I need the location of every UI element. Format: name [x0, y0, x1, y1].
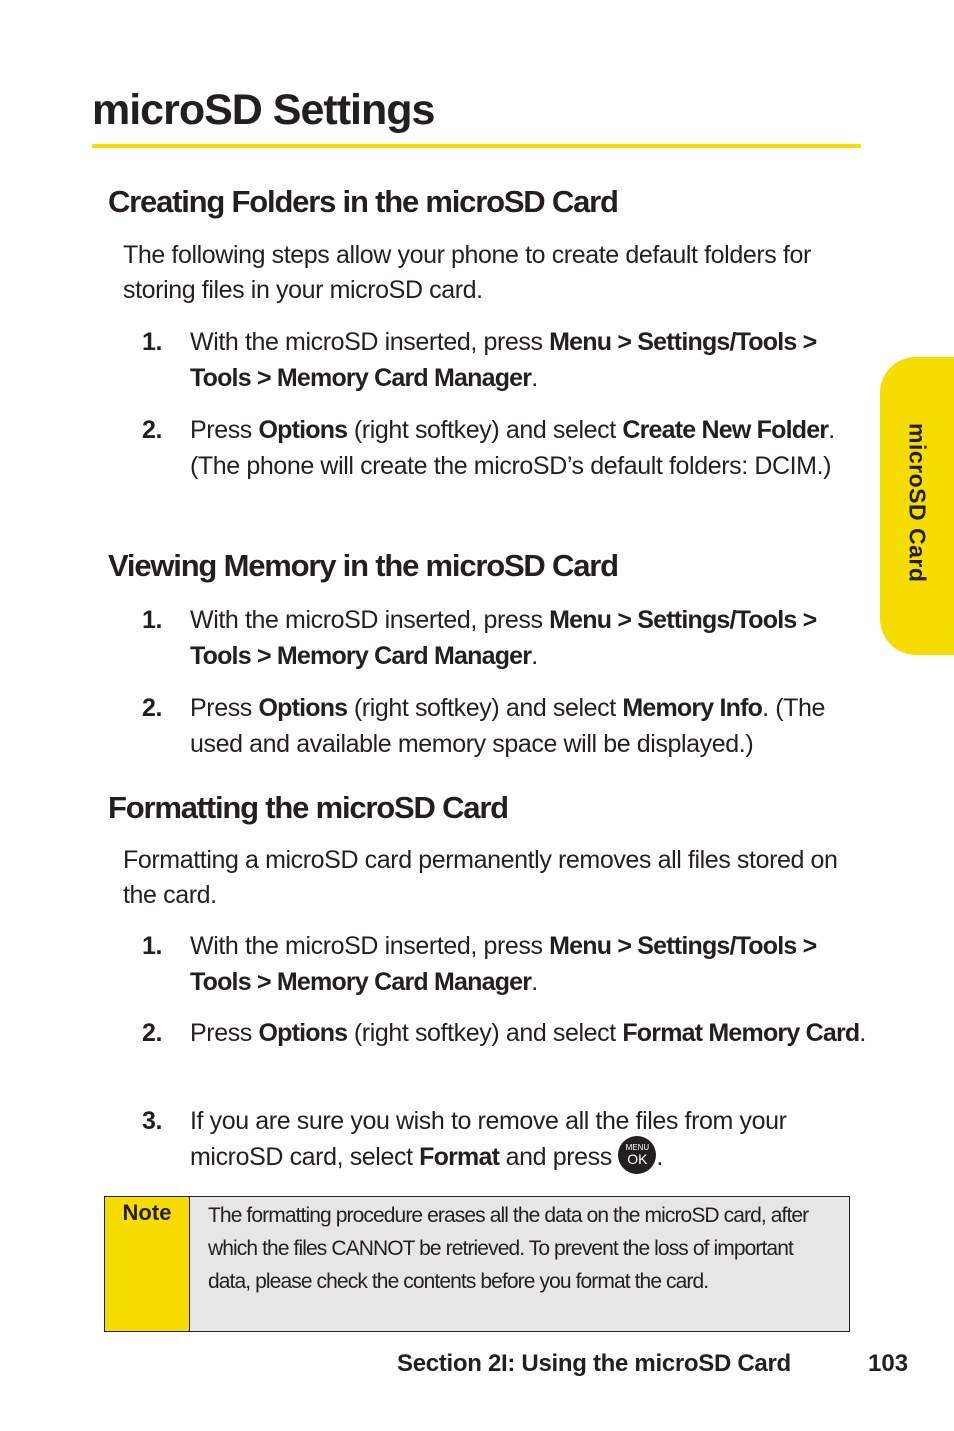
softkey-name: Options [258, 1019, 348, 1047]
footer-section-title: Section 2I: Using the microSD Card [397, 1350, 791, 1377]
step-formatting-1: 1. With the microSD inserted, press Menu > Settings/Tools > Tools > Memory Card Manager. [142, 928, 867, 1000]
option-name: Format Memory Card [622, 1019, 860, 1047]
step-number: 1. [142, 932, 163, 960]
page-title: microSD Settings [92, 86, 435, 134]
step-creating-2: 2. Press Options (right softkey) and select Create New Folder. (The phone will create the microSD’s default folders: DCIM.) [142, 412, 867, 484]
step-number: 1. [142, 328, 163, 356]
step-number: 2. [142, 416, 163, 444]
title-rule [92, 144, 861, 148]
chapter-side-tab [880, 357, 954, 655]
note-text: The formatting procedure erases all the data on the microSD card, after which the files CANNOT be retrieved. To prevent the loss of important data, please check the contents before you format the card. [208, 1204, 809, 1293]
option-name: Format [419, 1143, 500, 1171]
option-name: Memory Info [622, 694, 763, 722]
menu-path: Menu > Settings/Tools > Tools > Memory Card Manager [190, 932, 817, 996]
step-number: 2. [142, 1019, 163, 1047]
menu-path: Menu > Settings/Tools > Tools > Memory Card Manager [190, 328, 817, 392]
section-heading-viewing-memory: Viewing Memory in the microSD Card [108, 548, 618, 583]
softkey-name: Options [258, 694, 348, 722]
softkey-name: Options [258, 416, 348, 444]
step-creating-1: 1. With the microSD inserted, press Menu > Settings/Tools > Tools > Memory Card Manager. [142, 324, 867, 396]
step-number: 3. [142, 1107, 163, 1135]
option-name: Create New Folder [622, 416, 829, 444]
step-formatting-2: 2. Press Options (right softkey) and select Format Memory Card. [142, 1015, 867, 1051]
page-number: 103 [868, 1350, 909, 1377]
section-heading-formatting: Formatting the microSD Card [108, 790, 508, 825]
menu-ok-key-icon: MENU OK [618, 1136, 656, 1174]
step-viewing-1: 1. With the microSD inserted, press Menu > Settings/Tools > Tools > Memory Card Manager. [142, 602, 867, 674]
note-box [104, 1196, 850, 1332]
section-intro-formatting: Formatting a microSD card permanently removes all files stored on the card. [123, 846, 838, 909]
side-tab-label: microSD Card [904, 423, 931, 583]
menu-path: Menu > Settings/Tools > Tools > Memory Card Manager [190, 606, 817, 670]
step-formatting-3: 3. If you are sure you wish to remove all the files from your microSD card, select Format and press MENU OK . [142, 1103, 867, 1177]
section-heading-creating-folders: Creating Folders in the microSD Card [108, 184, 618, 219]
step-number: 1. [142, 606, 163, 634]
section-intro-creating-folders: The following steps allow your phone to create default folders for storing files in your microSD card. [123, 241, 811, 304]
note-label: Note [105, 1197, 190, 1331]
step-viewing-2: 2. Press Options (right softkey) and select Memory Info. (The used and available memory space will be displayed.) [142, 690, 867, 762]
step-number: 2. [142, 694, 163, 722]
